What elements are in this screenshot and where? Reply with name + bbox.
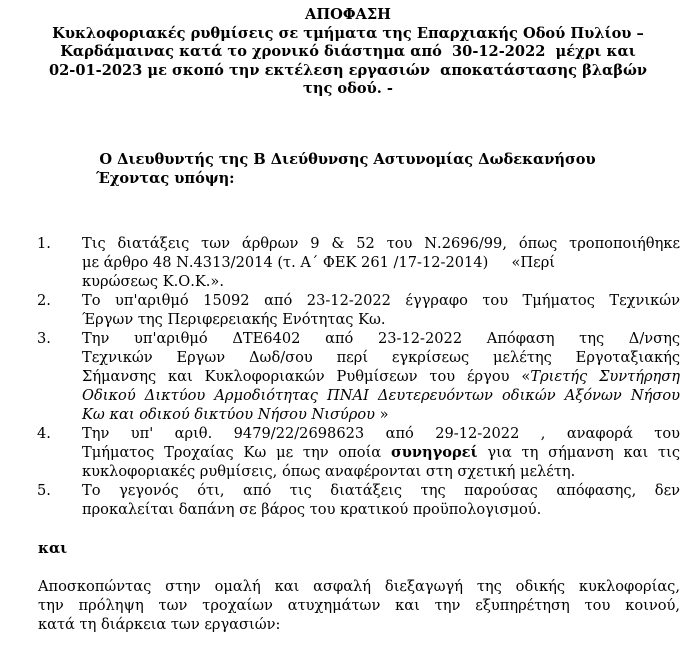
closing-line: Αποσκοπώντας στην ομαλή και ασφαλή διεξαγωγή της οδικής κυκλοφορίας, bbox=[38, 578, 680, 595]
list-item bbox=[0, 424, 695, 481]
item-text-line: με άρθρο 48 Ν.4313/2014 (τ. Α΄ ΦΕΚ 261 /17-12-2014) «Περί bbox=[82, 254, 555, 271]
item-text-line: Τις διατάξεις των άρθρων 9 & 52 του Ν.2696/99, όπως τροποποιήθηκε bbox=[82, 235, 680, 252]
list-item bbox=[0, 234, 695, 291]
item-text-line: Τεχνικών Εργων Δωδ/σου περί εγκρίσεως μελέτης Εργοταξιακής bbox=[82, 349, 680, 366]
item-number: 5. bbox=[37, 482, 51, 499]
item-text-line: Την υπ' αριθ. 9479/22/2698623 από 29-12-2022 , αναφορά του bbox=[82, 425, 680, 442]
decision-title bbox=[8, 6, 688, 99]
item-text-line: Την υπ'αριθμό ΔΤΕ6402 από 23-12-2022 Απόφαση της Δ/νσης bbox=[82, 330, 680, 347]
item-text-line: κυρώσεως Κ.Ο.Κ.». bbox=[82, 273, 224, 290]
list-item bbox=[0, 329, 695, 424]
title-line-2: Κυκλοφοριακές ρυθμίσεις σε τμήματα της Επαρχιακής Οδού Πυλίου – bbox=[52, 24, 644, 42]
item-text-line: Έργων της Περιφερειακής Ενότητας Κω. bbox=[82, 311, 386, 328]
closing-line: την πρόληψη των τροχαίων ατυχημάτων και την εξυπηρέτηση του κοινού, bbox=[38, 597, 680, 614]
item-number: 2. bbox=[37, 292, 51, 309]
title-line-4: 02-01-2023 με σκοπό την εκτέλεση εργασιών αποκατάστασης βλαβών bbox=[48, 61, 647, 79]
considering-heading: Έχοντας υπόψη: bbox=[96, 170, 235, 187]
closing-paragraph bbox=[38, 577, 680, 634]
title-line-1: ΑΠΟΦΑΣΗ bbox=[305, 6, 391, 23]
title-line-3: Καρδάμαινας κατά το χρονικό διάστημα από 30-12-2022 μέχρι και bbox=[60, 43, 636, 61]
considerations-list bbox=[0, 234, 695, 519]
supports-word-bold: συνηγορεί bbox=[390, 444, 478, 461]
item-text-line: κυκλοφοριακές ρυθμίσεις, όπως αναφέρονται στη σχετική μελέτη. bbox=[82, 463, 576, 480]
item-text-line: Οδικού Δικτύου Αρμοδιότητας ΠΝΑΙ Δευτερευόντων οδικών Αξόνων Νήσου bbox=[82, 387, 680, 404]
item-text-line: προκαλείται δαπάνη σε βάρος του κρατικού προϋπολογισμού. bbox=[82, 501, 542, 518]
item-text-line: Το υπ'αριθμό 15092 από 23-12-2022 έγγραφο του Τμήματος Τεχνικών bbox=[82, 292, 680, 309]
item-number: 3. bbox=[37, 330, 51, 347]
item-number: 1. bbox=[37, 235, 51, 252]
item-text-line: Το γεγονός ότι, από τις διατάξεις της παρούσας απόφασης, δεν bbox=[82, 482, 680, 499]
item-text-line: Κω και οδικού δικτύου Νήσου Νισύρου » bbox=[82, 406, 389, 423]
item-number: 4. bbox=[37, 425, 51, 442]
item-text-line: Σήμανσης και Κυκλοφοριακών Ρυθμίσεων του έργου «Τριετής Συντήρηση bbox=[82, 368, 680, 385]
title-line-5: της οδού. - bbox=[303, 80, 393, 98]
and-word: και bbox=[38, 540, 68, 557]
director-heading: Ο Διευθυντής της Β Διεύθυνσης Αστυνομίας Δωδεκανήσου bbox=[99, 151, 596, 168]
item-text-line: Τμήματος Τροχαίας Κω με την οποία συνηγορεί για τη σήμανση και τις bbox=[82, 444, 680, 461]
list-item bbox=[0, 481, 695, 519]
closing-line: κατά τη διάρκεια των εργασιών: bbox=[38, 616, 281, 633]
project-title-italic: Τριετής Συντήρηση bbox=[530, 368, 680, 385]
list-item bbox=[0, 291, 695, 329]
